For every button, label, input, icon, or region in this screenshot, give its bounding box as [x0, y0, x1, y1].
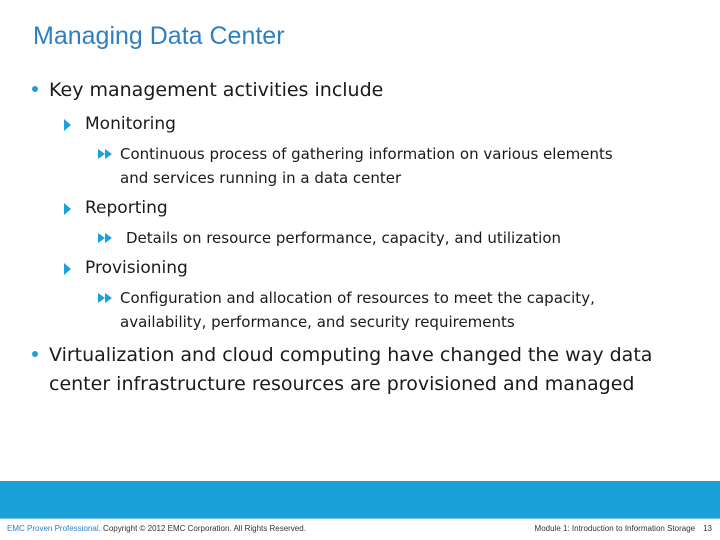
- detail-text: Configuration and allocation of resources to meet the capacity,: [120, 289, 595, 307]
- triangle-arrow-icon: [64, 263, 71, 275]
- sub-bullet-text: Reporting: [85, 198, 168, 218]
- detail-text: Details on resource performance, capacity, and utilization: [126, 229, 562, 247]
- sub-bullet-text: Monitoring: [85, 114, 176, 134]
- bullet-text: Key management activities include: [49, 79, 384, 101]
- detail-text: Continuous process of gathering information on various elements: [120, 145, 613, 163]
- footer-divider: [0, 518, 720, 519]
- round-bullet-icon: [32, 86, 38, 92]
- bullet-text: center infrastructure resources are provisioned and managed: [49, 373, 635, 395]
- footer-module: Module 1: Introduction to Information Storage: [534, 524, 696, 533]
- footer-copyright: [7, 524, 306, 533]
- double-triangle-arrow-icon: [98, 149, 114, 160]
- round-bullet-icon: [32, 351, 38, 357]
- double-triangle-arrow-icon: [98, 233, 114, 244]
- footer-bar: [0, 481, 720, 518]
- double-triangle-arrow-icon: [98, 293, 114, 304]
- slide-title: Managing Data Center: [33, 22, 285, 50]
- footer-module-info: [535, 524, 712, 533]
- sub-bullet-text: Provisioning: [85, 258, 188, 278]
- triangle-arrow-icon: [64, 119, 71, 131]
- footer-brand: EMC Proven Professional.: [7, 524, 101, 533]
- bullet-text: Virtualization and cloud computing have changed the way data: [49, 344, 653, 366]
- detail-text: availability, performance, and security requirements: [120, 313, 515, 331]
- detail-text: and services running in a data center: [120, 169, 402, 187]
- page-number: 13: [703, 524, 712, 533]
- triangle-arrow-icon: [64, 203, 71, 215]
- footer-copyright-text: Copyright © 2012 EMC Corporation. All Rights Reserved.: [100, 524, 306, 533]
